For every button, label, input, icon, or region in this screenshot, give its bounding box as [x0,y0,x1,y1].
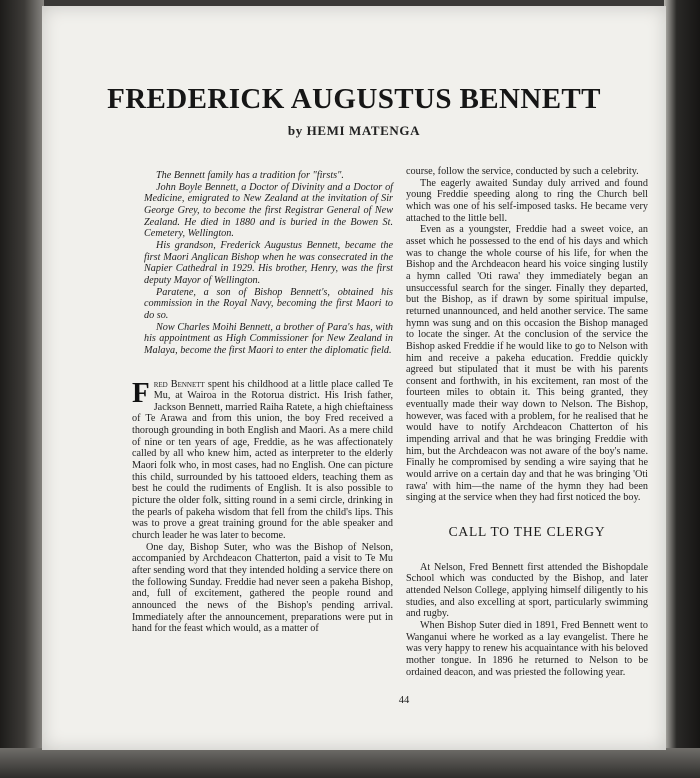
intro-paragraph: John Boyle Bennett, a Doctor of Divinity and a Doctor of Medicine, emigrated to New Zealand at the invitation of Sir George Grey, to become the first Registrar General of New Zealand. He died in 1880 and is buried in the Bowen St. Cemetery, Wellington. [144,181,393,240]
intro-paragraph: The Bennett family has a tradition for "firsts". [156,170,344,181]
scan-left-edge [0,0,44,778]
drop-cap: F [132,376,150,409]
body-paragraph: Even as a youngster, Freddie had a sweet voice, an asset which he possessed to the end of his days and which was to change the whole course of his life, for when the Bishop and the Archdeacon heard his voice singing lustily a hymn called 'Oti rawa' they immediately began an unsuccessful search for the singer. Finally they departed, but the Bishop, as if drawn by some spiritual impulse, returned unannounced, and held another service. The same hymn was sung and on this occasion the Bishop managed to locate the singer. At the conclusion of the service the Bishop asked Freddie if he would like to go to Nelson with him and receive a pakeha education. Freddie quickly agreed but stipulated that it must be with his parents consent and forthwith, in his excitement, ran most of the fourteen miles to obtain it. This being granted, they eventually made their way down to Nelson. The Bishop, however, was faced with a problem, for he realised that he would have to notify Archdeacon Chatterton of his impending arrival and that he was bringing Freddie with him, but the Archdeacon was not aware of the boy's name. Finally he compromised by sending a wire saying that he would arrive on a certain day and that he was bringing 'Oti rawa' with him—the name of the hymn they had been singing at the service when they had first noticed the boy. [406,224,648,504]
byline: by HEMI MATENGA [287,123,421,138]
body-paragraph: When Bishop Suter died in 1891, Fred Bennett went to Wanganui where he worked as a lay evangelist. There he was very happy to renew his acquaintance with his beloved mother tongue. In 1896 he returned to Nelson to be ordained deacon, and was priested the following year. [406,619,648,678]
scan-bottom-edge [0,748,700,778]
body-text: spent his childhood at a little place called Te Mu, at Wairoa in the Rotorua district. His Irish father, Jackson Bennett, married Raiha Ratete, a high chieftainess of Te Arawa and from this union, the boy Fred received a thorough grounding in both English and Maori. As a mere child of nine or ten years of age, Freddie, as he was affectionately called by all who knew him, acted as interpreter to the elderly Maori folk who, in most cases, had no English. One can picture this child, surrounded by his tattooed elders, teaching them as best he could the rudiments of English. It is also possible to picture the older folk, sitting round in a semi circle, drinking in the pearls of pakeha wisdom that fell from the child's lips. This was to prove a great training ground for the able speaker and church leader he was later to become. [132,378,394,542]
left-column [132,170,393,635]
intro-paragraph: Paratene, a son of Bishop Bennett's, obtained his commission in the Royal Navy, becoming the first Maori to do so. [144,286,393,321]
body-paragraph-opening [132,376,394,542]
section-heading: CALL TO THE CLERGY [448,524,606,540]
body-paragraph: One day, Bishop Suter, who was the Bishop of Nelson, accompanied by Archdeacon Chatterton, paid a visit to Te Mu after sending word that they intended holding a service there on the following Sunday. Freddie had never seen a pakeha Bishop, and, full of excitement, gathered the people round and announced the news of the Bishop's pending arrival. Immediately after the announcement, preparations were put in hand for the feast which would, as a matter of [132,541,393,635]
right-column [406,166,648,678]
page [42,6,666,750]
article-title: FREDERICK AUGUSTUS BENNETT [107,83,601,115]
intro-paragraph: Now Charles Moihi Bennett, a brother of Para's has, with his appointment as High Commissioner for New Zealand in Malaya, become the first Maori to enter the diplomatic field. [144,321,393,356]
intro-block [144,170,393,357]
scan-right-edge [664,0,700,778]
body-paragraph-continued: course, follow the service, conducted by such a celebrity. [406,166,639,177]
lead-in: red Bennett [153,378,205,390]
page-number: 44 [398,695,410,706]
intro-paragraph: His grandson, Frederick Augustus Bennett, became the first Maori Anglican Bishop when he was consecrated in the Napier Cathedral in 1929. His brother, Henry, was the first deputy Mayor of Wellington. [144,239,393,286]
body-paragraph: The eagerly awaited Sunday duly arrived and found young Freddie speeding along to ring the Church bell which was one of his self-imposed tasks. He became very attached to the little bell. [406,177,648,224]
body-paragraph: At Nelson, Fred Bennett first attended the Bishopdale School which was conducted by the Bishop, and later attended Nelson College, applying himself diligently to his studies, and also excelling at sport, particularly swimming and rugby. [406,561,648,620]
